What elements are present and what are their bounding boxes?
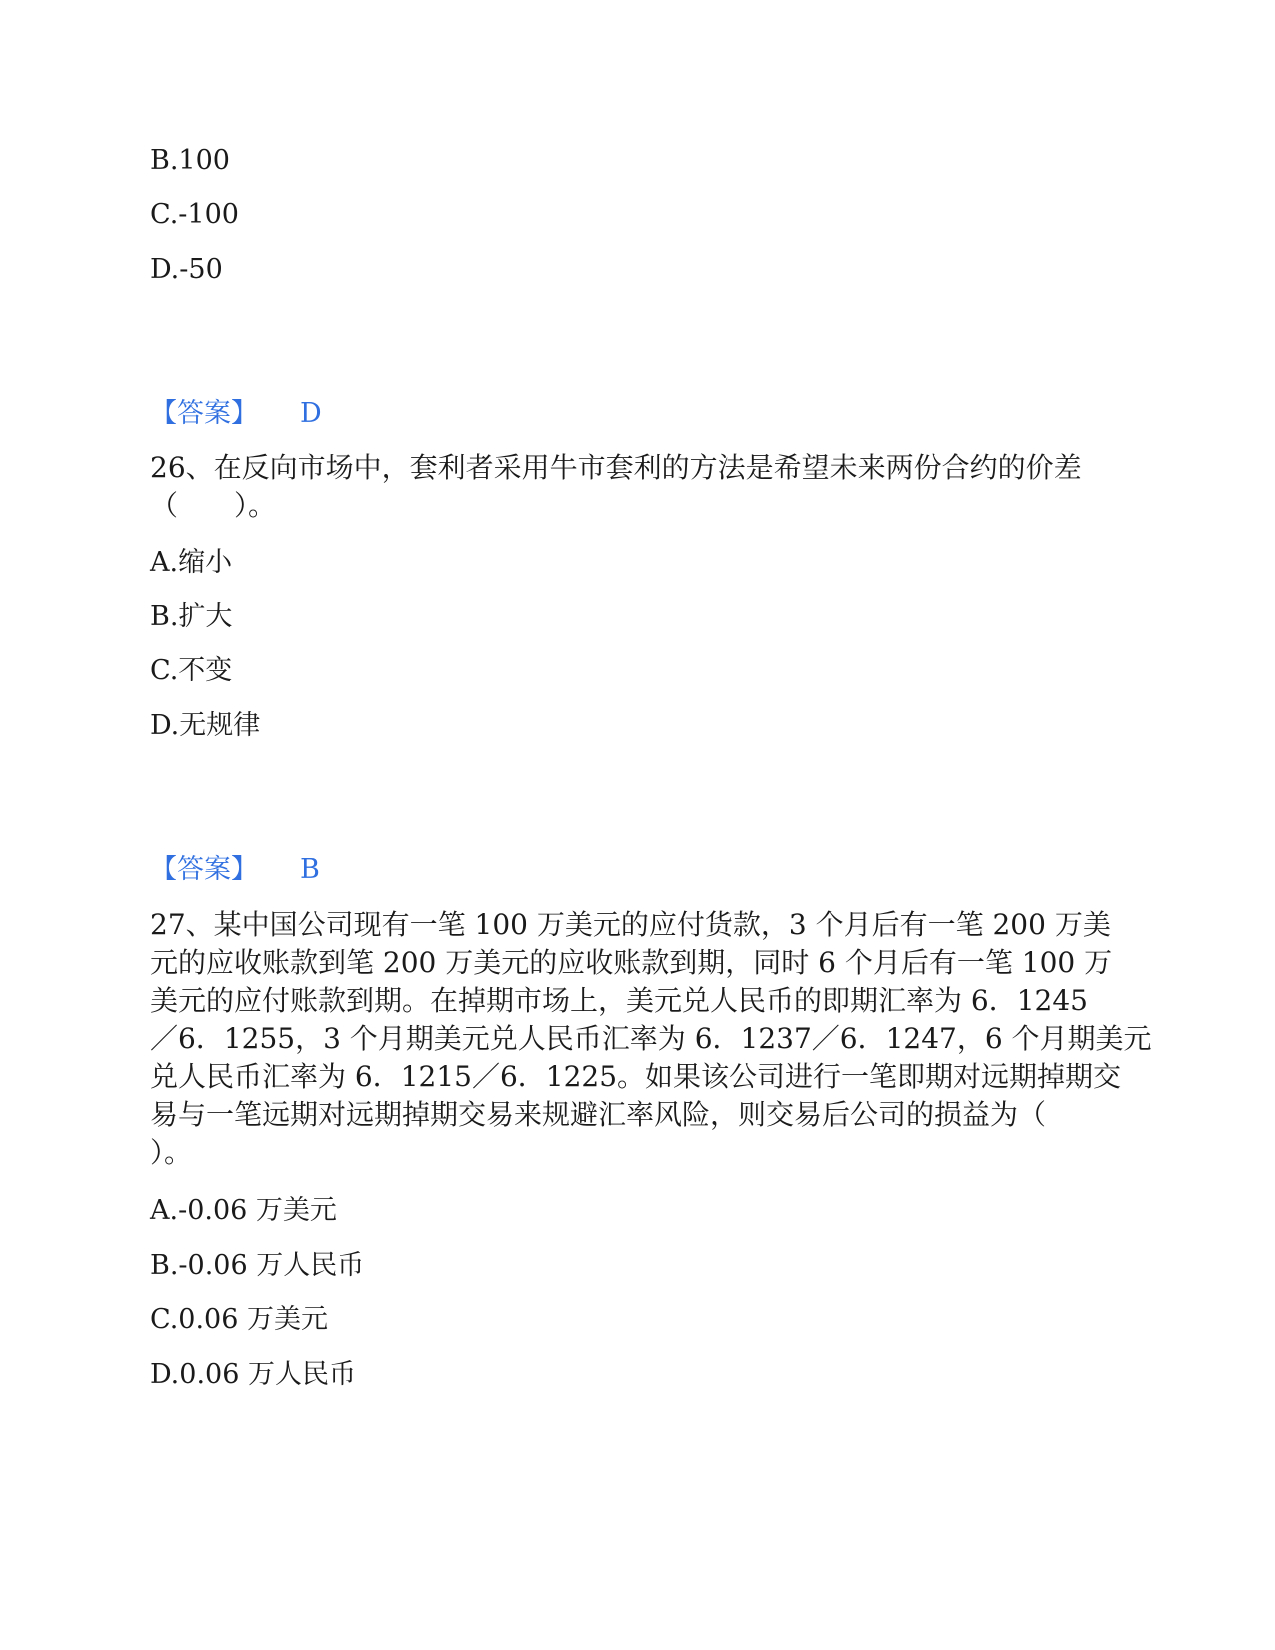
q27-option-a: A.-0.06 万美元 [150, 1195, 337, 1226]
q25-answer [150, 395, 322, 433]
q27-stem-line-7: ）。 [150, 1136, 193, 1169]
answer-value: D [300, 398, 322, 429]
q25-option-d: D.-50 [150, 254, 223, 285]
q25-option-c: C.-100 [150, 199, 239, 230]
answer-value: B [300, 854, 320, 885]
answer-tag: 【答案】 [150, 398, 258, 429]
q27-stem-line-3: 美元的应付账款到期。在掉期市场上，美元兑人民币的即期汇率为 6．1245 [150, 984, 1088, 1017]
q27-stem-line-5: 兑人民币汇率为 6．1215／6．1225。如果该公司进行一笔即期对远期掉期交 [150, 1060, 1122, 1093]
q26-stem-line-2: （ ）。 [150, 489, 277, 522]
q27-stem-line-1: 27、某中国公司现有一笔 100 万美元的应付货款，3 个月后有一笔 200 万美 [150, 908, 1111, 941]
answer-tag: 【答案】 [150, 854, 258, 885]
q27-option-d: D.0.06 万人民币 [150, 1359, 356, 1390]
q26-answer [150, 851, 320, 889]
q26-option-d: D.无规律 [150, 710, 261, 741]
q26-option-a: A.缩小 [150, 547, 233, 578]
q26-option-b: B.扩大 [150, 601, 233, 632]
q27-option-c: C.0.06 万美元 [150, 1304, 328, 1335]
q27-stem-line-4: ／6．1255，3 个月期美元兑人民币汇率为 6．1237／6．1247，6 个月期美元 [150, 1022, 1152, 1055]
q26-option-c: C.不变 [150, 655, 233, 686]
q25-option-b: B.100 [150, 145, 230, 176]
q26-stem-line-1: 26、在反向市场中，套利者采用牛市套利的方法是希望未来两份合约的价差 [150, 451, 1082, 484]
q27-stem-line-2: 元的应收账款到笔 200 万美元的应收账款到期，同时 6 个月后有一笔 100 万 [150, 946, 1113, 979]
q27-option-b: B.-0.06 万人民币 [150, 1250, 365, 1281]
q27-stem-line-6: 易与一笔远期对远期掉期交易来规避汇率风险，则交易后公司的损益为（ [150, 1098, 1047, 1131]
